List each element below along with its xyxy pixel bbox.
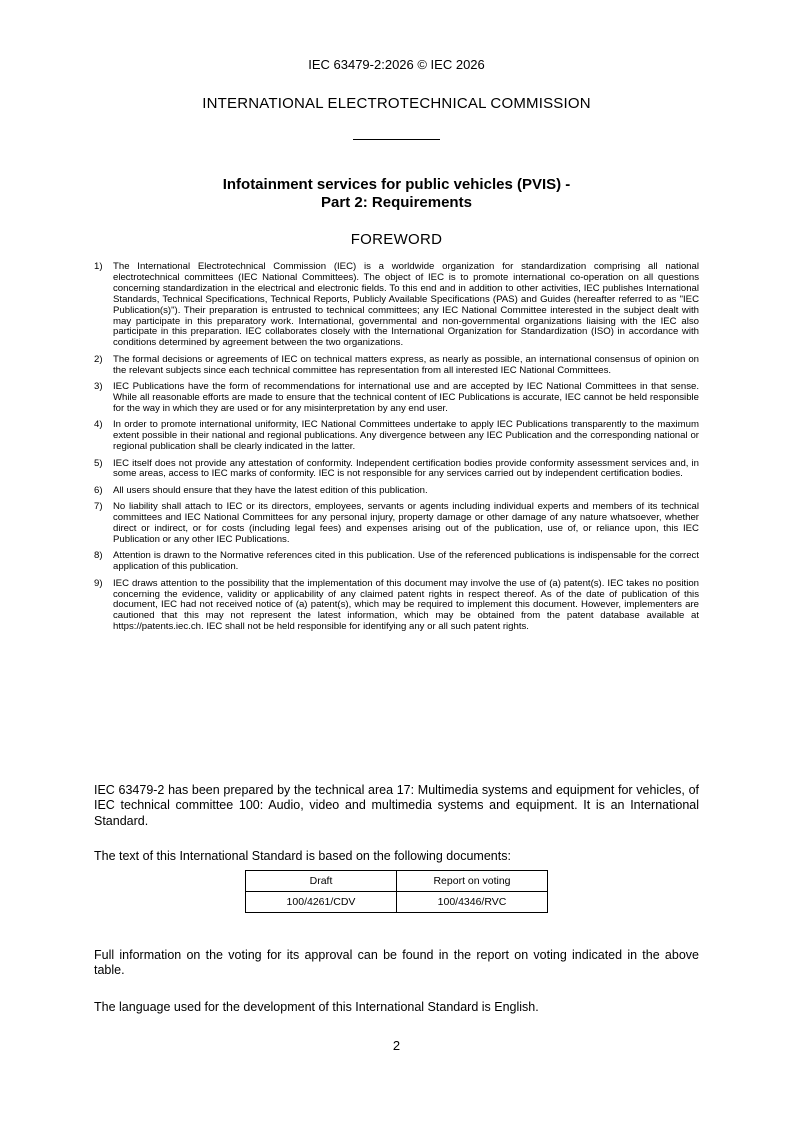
list-item xyxy=(94,551,699,573)
list-item xyxy=(94,262,699,349)
title-line-1: Infotainment services for public vehicles (PVIS) - xyxy=(222,176,571,193)
based-on-paragraph: The text of this International Standard is based on the following documents: xyxy=(94,848,511,863)
item-number: 2) xyxy=(94,353,103,365)
item-text: IEC draws attention to the possibility that the implementation of this document may involve the use of (a) patent(s). IEC takes no position concerning the evidence, validity or applicability of any claimed patent rights in respect thereof. As of the date of publication of this document, IEC had not received notice of (a) patent(s), which may be required to implement this document. However, implementers are cautioned that this may not represent the latest information, which may be obtained from the patent database available at https://patents.iec.ch. IEC shall not be held responsible for identifying any or all such patent rights. xyxy=(113,577,699,633)
item-number: 1) xyxy=(94,261,103,272)
column-header-draft: Draft xyxy=(246,871,397,892)
foreword-list xyxy=(94,262,699,639)
item-number: 4) xyxy=(94,419,103,431)
item-number: 3) xyxy=(94,381,103,393)
draft-cell: 100/4261/CDV xyxy=(246,892,397,913)
item-text: IEC Publications have the form of recommendations for international use and are accepted by IEC National Committees in that sense. While all reasonable efforts are made to ensure that the technical content of IEC Publications is accurate, IEC cannot be held responsible for the way in which they are used or for any misinterpretation by any end user. xyxy=(113,381,699,414)
title-divider xyxy=(353,139,440,140)
item-number: 9) xyxy=(94,577,103,589)
title-line-2: Part 2: Requirements xyxy=(321,194,472,211)
document-reference: IEC 63479-2:2026 © IEC 2026 xyxy=(308,57,485,72)
report-cell: 100/4346/RVC xyxy=(397,892,548,913)
item-text: The International Electrotechnical Commission (IEC) is a worldwide organization for standardization comprising all national electrotechnical committees (IEC National Committees). The object of IEC is to promote international co-operation on all questions concerning standardization in the electrical and electronic fields. To this end and in addition to other activities, IEC publishes International Standards, Technical Specifications, Technical Reports, Publicly Available Specifications (PAS) and Guides (hereafter referred to as "IEC Publication(s)"). Their preparation is entrusted to technical committees; any IEC National Committee interested in the subject dealt with may participate in this preparatory work. International, governmental and non-governmental organizations liaising with the IEC also participate in this preparation. IEC collaborates closely with the International Organization for Standardization (ISO) in accordance with conditions determined by agreement between the two organizations. xyxy=(113,261,699,349)
prepared-by-paragraph: IEC 63479-2 has been prepared by the technical area 17: Multimedia systems and equipment for vehicles, of IEC technical committee 100: Audio, video and multimedia systems and equipment. It is an International Standard. xyxy=(94,782,699,828)
list-item xyxy=(94,420,699,453)
item-text: The formal decisions or agreements of IEC on technical matters express, as nearly as possible, an international consensus of opinion on the relevant subjects since each technical committee has representation from all interested IEC National Committees. xyxy=(113,353,699,376)
organization-name: INTERNATIONAL ELECTROTECHNICAL COMMISSION xyxy=(202,95,591,112)
list-item xyxy=(94,486,699,497)
item-text: Attention is drawn to the Normative references cited in this publication. Use of the referenced publications is indispensable for the correct application of this publication. xyxy=(113,550,699,573)
page-number: 2 xyxy=(392,1038,401,1053)
table-header-row xyxy=(246,871,548,892)
item-text: IEC itself does not provide any attestation of conformity. Independent certification bodies provide conformity assessment services and, in some areas, access to IEC marks of conformity. IEC is not responsible for any services carried out by independent certification bodies. xyxy=(113,457,699,480)
item-text: All users should ensure that they have the latest edition of this publication. xyxy=(113,484,428,496)
item-text: No liability shall attach to IEC or its directors, employees, servants or agents including individual experts and members of its technical committees and IEC National Committees for any personal injury, property damage or other damage of any nature whatsoever, whether direct or indirect, or for costs (including legal fees) and expenses arising out of the publication, use of, or reliance upon, this IEC Publication or any other IEC Publications. xyxy=(113,501,699,545)
foreword-heading: FOREWORD xyxy=(350,231,443,248)
item-number: 5) xyxy=(94,457,103,469)
table-row xyxy=(246,892,548,913)
voting-info-paragraph: Full information on the voting for its approval can be found in the report on voting indicated in the above table. xyxy=(94,947,699,978)
item-number: 6) xyxy=(94,484,103,496)
list-item xyxy=(94,502,699,546)
list-item xyxy=(94,382,699,415)
item-number: 7) xyxy=(94,501,103,513)
voting-documents-table xyxy=(245,870,548,913)
document-title xyxy=(0,176,793,212)
column-header-report: Report on voting xyxy=(397,871,548,892)
item-number: 8) xyxy=(94,550,103,562)
list-item xyxy=(94,459,699,481)
language-paragraph: The language used for the development of this International Standard is English. xyxy=(94,999,539,1014)
list-item xyxy=(94,355,699,377)
list-item xyxy=(94,579,699,634)
item-text: In order to promote international uniformity, IEC National Committees undertake to apply IEC Publications transparently to the maximum extent possible in their national and regional publications. Any divergence between any IEC Publication and the corresponding national or regional publication shall be clearly indicated in the latter. xyxy=(113,419,699,453)
